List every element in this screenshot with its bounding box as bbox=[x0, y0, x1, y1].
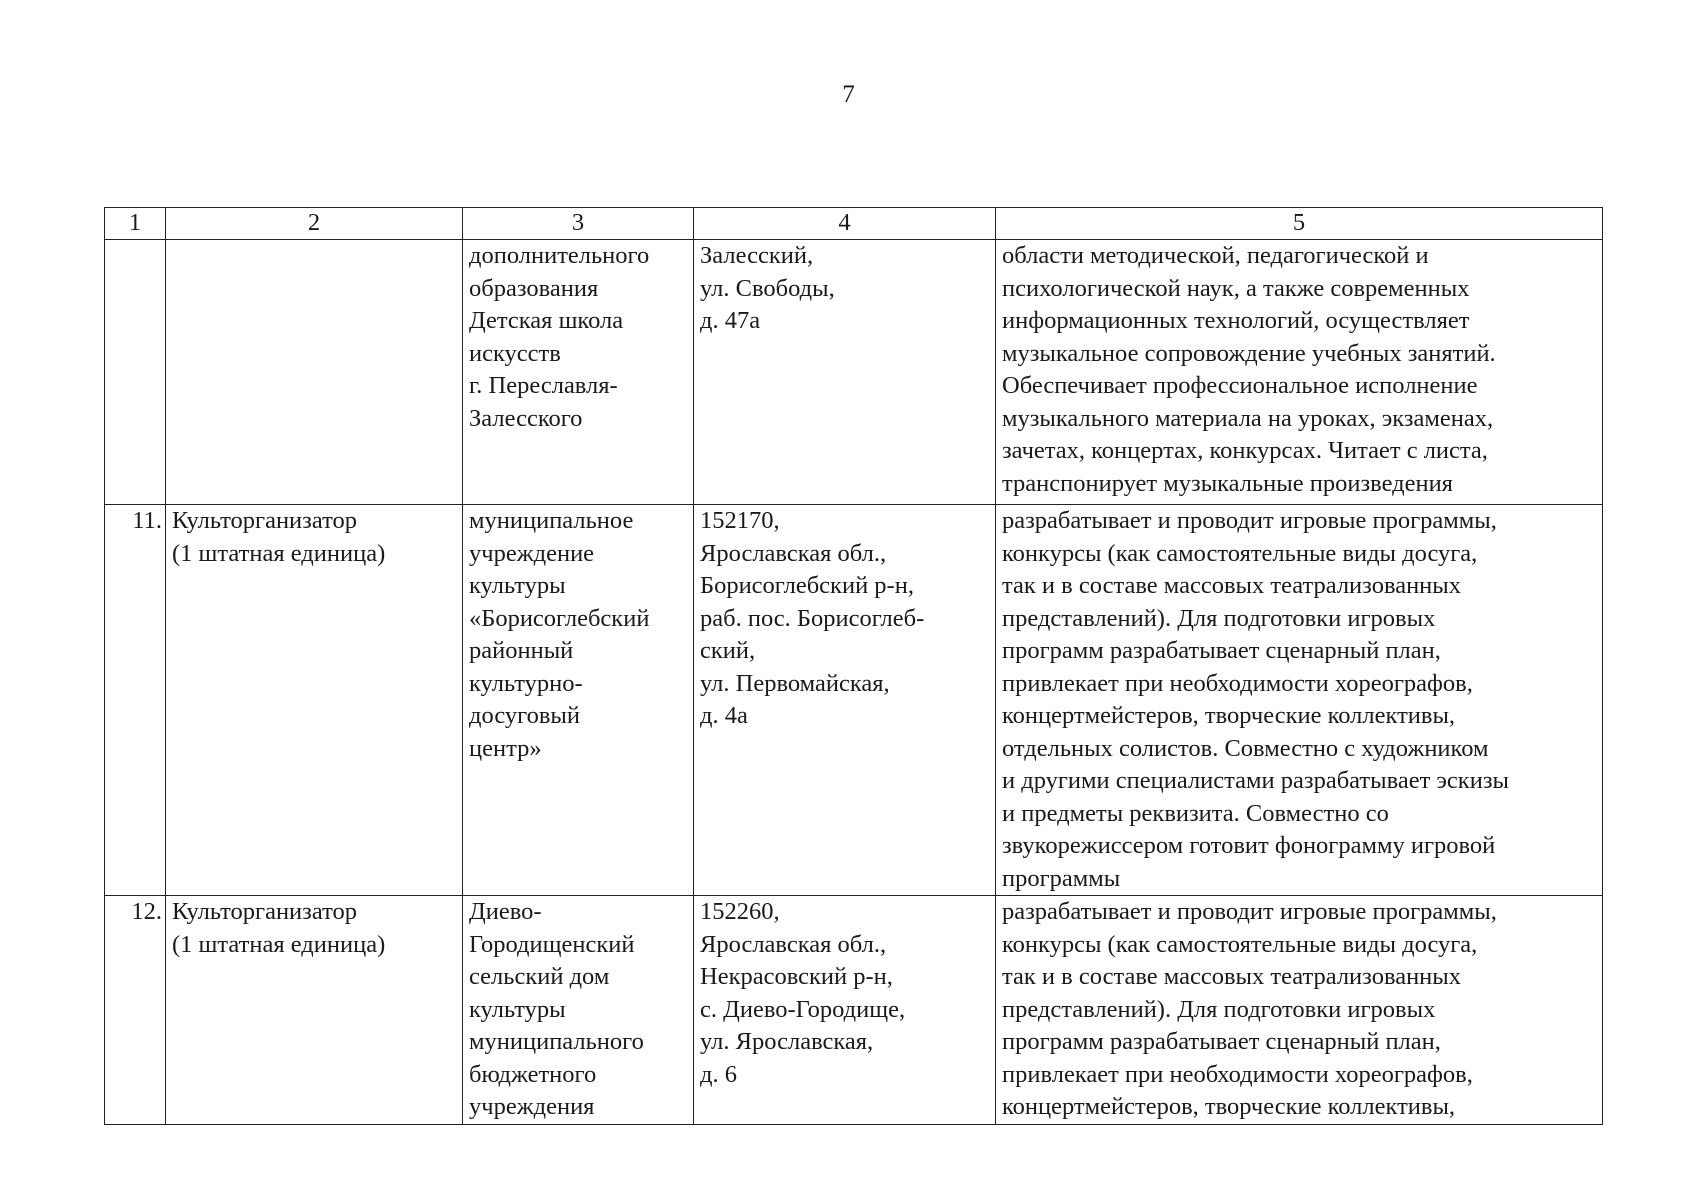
cell-text-line: муниципальное bbox=[469, 507, 634, 534]
cell-text-line: Борисоглебский р-н, bbox=[700, 572, 914, 599]
address-cell bbox=[694, 896, 996, 1125]
cell-text-line: Залесского bbox=[469, 404, 583, 432]
duties-cell bbox=[996, 240, 1603, 505]
cell-text-line: разрабатывает и проводит игровые программы, bbox=[1002, 507, 1497, 534]
cell-text-line: представлений). Для подготовки игровых bbox=[1002, 604, 1436, 632]
table-row bbox=[105, 505, 1603, 896]
cell-text-line: раб. пос. Борисоглеб- bbox=[700, 604, 925, 632]
cell-text-line: представлений). Для подготовки игровых bbox=[1002, 995, 1436, 1023]
cell-text-line: Ярославская обл., bbox=[700, 539, 887, 567]
cell-text-line: привлекает при необходимости хореографов, bbox=[1002, 1060, 1473, 1088]
cell-text-line: разрабатывает и проводит игровые программы, bbox=[1002, 898, 1497, 925]
cell-text-line: дополнительного bbox=[469, 242, 650, 269]
position-cell bbox=[166, 240, 463, 505]
cell-text-line: культуры bbox=[469, 572, 566, 599]
duties-cell bbox=[996, 505, 1603, 896]
cell-text-line: звукорежиссером готовит фонограмму игровой bbox=[1002, 832, 1496, 859]
page-number: 7 bbox=[842, 81, 855, 108]
header-cell-2: 2 bbox=[166, 208, 463, 240]
organization-cell bbox=[463, 240, 694, 505]
cell-text-line: д. 4а bbox=[700, 702, 748, 729]
cell-text-line: муниципального bbox=[469, 1028, 644, 1055]
cell-text-line: районный bbox=[469, 637, 574, 664]
table-row bbox=[105, 240, 1603, 505]
cell-text-line: так и в составе массовых театрализованных bbox=[1002, 572, 1462, 599]
cell-text-line: Диево- bbox=[469, 898, 542, 925]
cell-text-line: так и в составе массовых театрализованных bbox=[1002, 963, 1462, 990]
position-cell bbox=[166, 505, 463, 896]
cell-text-line: (1 штатная единица) bbox=[172, 930, 386, 958]
row-number-cell bbox=[105, 240, 166, 505]
cell-text-line: культурно- bbox=[469, 669, 583, 697]
table-row bbox=[105, 896, 1603, 1125]
cell-text-line: «Борисоглебский bbox=[469, 604, 650, 632]
cell-text-line: Городищенский bbox=[469, 930, 635, 958]
row-number: 12. bbox=[131, 898, 162, 925]
row-number-cell bbox=[105, 896, 166, 1125]
cell-text-line: программ разрабатывает сценарный план, bbox=[1002, 1028, 1441, 1055]
address-cell bbox=[694, 240, 996, 505]
cell-text-line: Детская школа bbox=[469, 307, 624, 334]
cell-text-line: учреждение bbox=[469, 539, 595, 567]
row-number-cell bbox=[105, 505, 166, 896]
cell-text-line: информационных технологий, осуществляет bbox=[1002, 307, 1470, 334]
duties-cell bbox=[996, 896, 1603, 1125]
cell-text-line: Культорганизатор bbox=[172, 507, 357, 534]
cell-text-line: конкурсы (как самостоятельные виды досуга, bbox=[1002, 539, 1478, 567]
organization-cell bbox=[463, 896, 694, 1125]
cell-text-line: центр» bbox=[469, 734, 542, 762]
cell-text-line: концертмейстеров, творческие коллективы, bbox=[1002, 1093, 1456, 1120]
cell-text-line: психологической наук, а также современных bbox=[1002, 274, 1470, 302]
cell-text-line: г. Переславля- bbox=[469, 372, 618, 399]
cell-text-line: музыкальное сопровождение учебных занятий. bbox=[1002, 339, 1496, 367]
cell-text-line: привлекает при необходимости хореографов, bbox=[1002, 669, 1473, 697]
cell-text-line: д. 6 bbox=[700, 1060, 737, 1088]
cell-text-line: концертмейстеров, творческие коллективы, bbox=[1002, 702, 1456, 729]
cell-text-line: Обеспечивает профессиональное исполнение bbox=[1002, 372, 1478, 399]
cell-text-line: конкурсы (как самостоятельные виды досуга, bbox=[1002, 930, 1478, 958]
cell-text-line: бюджетного bbox=[469, 1060, 597, 1088]
cell-text-line: 152170, bbox=[700, 507, 780, 534]
table-header-row bbox=[105, 208, 1603, 240]
cell-text-line: искусств bbox=[469, 339, 561, 367]
position-cell bbox=[166, 896, 463, 1125]
cell-text-line: Залесский, bbox=[700, 242, 814, 269]
cell-text-line: ул. Первомайская, bbox=[700, 669, 890, 697]
cell-text-line: музыкального материала на уроках, экзаменах, bbox=[1002, 404, 1494, 432]
cell-text-line: и другими специалистами разрабатывает эскизы bbox=[1002, 767, 1509, 794]
positions-table bbox=[104, 207, 1603, 1125]
cell-text-line: и предметы реквизита. Совместно со bbox=[1002, 799, 1389, 827]
cell-text-line: сельский дом bbox=[469, 963, 610, 990]
cell-text-line: Культорганизатор bbox=[172, 898, 357, 925]
cell-text-line: Некрасовский р-н, bbox=[700, 963, 893, 990]
header-cell-5: 5 bbox=[996, 208, 1603, 240]
cell-text-line: д. 47а bbox=[700, 307, 761, 334]
cell-text-line: образования bbox=[469, 274, 599, 302]
cell-text-line: транспонирует музыкальные произведения bbox=[1002, 469, 1453, 497]
header-cell-4: 4 bbox=[694, 208, 996, 240]
row-number: 11. bbox=[132, 507, 162, 534]
cell-text-line: досуговый bbox=[469, 702, 580, 729]
cell-text-line: культуры bbox=[469, 995, 566, 1023]
cell-text-line: зачетах, концертах, конкурсах. Читает с листа, bbox=[1002, 437, 1488, 464]
header-cell-1: 1 bbox=[105, 208, 166, 240]
cell-text-line: программ разрабатывает сценарный план, bbox=[1002, 637, 1441, 664]
cell-text-line: ул. Ярославская, bbox=[700, 1028, 874, 1055]
header-cell-3: 3 bbox=[463, 208, 694, 240]
cell-text-line: 152260, bbox=[700, 898, 780, 925]
organization-cell bbox=[463, 505, 694, 896]
cell-text-line: ул. Свободы, bbox=[700, 274, 835, 302]
cell-text-line: учреждения bbox=[469, 1093, 595, 1120]
address-cell bbox=[694, 505, 996, 896]
cell-text-line: программы bbox=[1002, 864, 1121, 892]
cell-text-line: ский, bbox=[700, 637, 756, 664]
cell-text-line: (1 штатная единица) bbox=[172, 539, 386, 567]
cell-text-line: Ярославская обл., bbox=[700, 930, 887, 958]
cell-text-line: отдельных солистов. Совместно с художником bbox=[1002, 734, 1489, 762]
cell-text-line: с. Диево-Городище, bbox=[700, 995, 906, 1023]
cell-text-line: области методической, педагогической и bbox=[1002, 242, 1429, 269]
